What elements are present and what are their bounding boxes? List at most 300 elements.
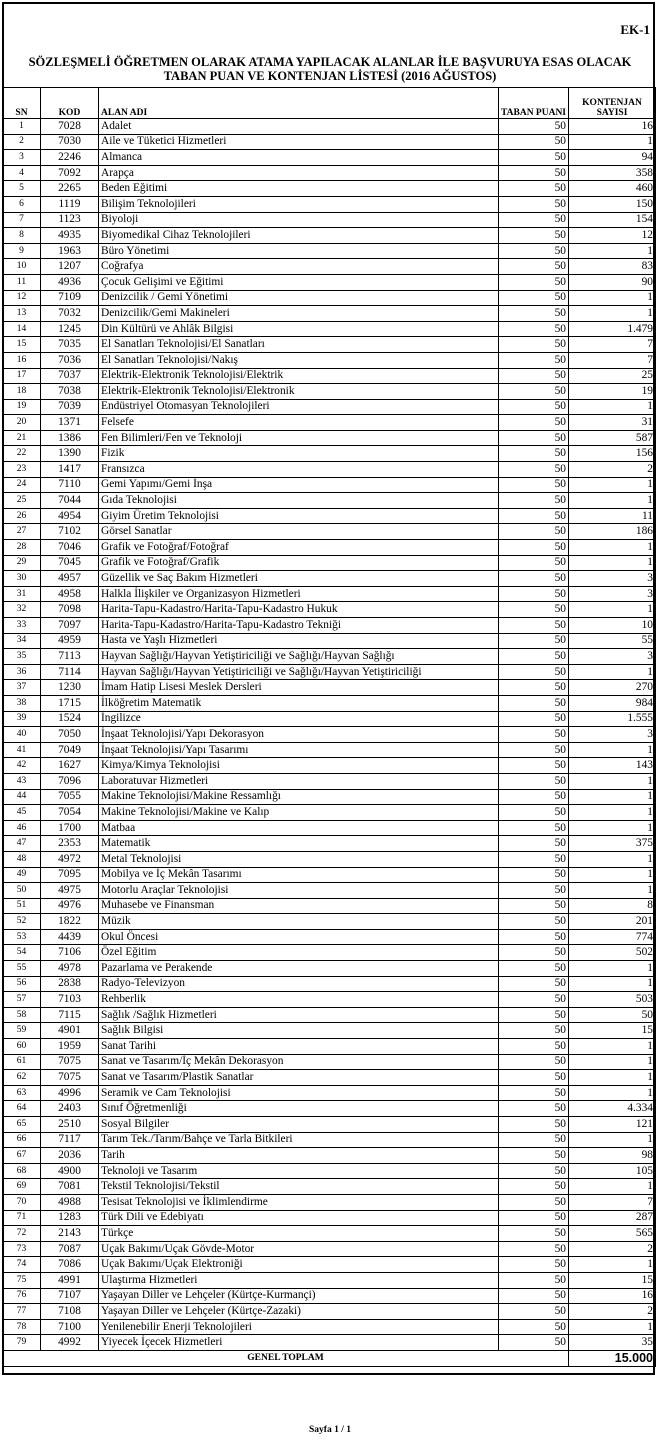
row-alan: Türkçe bbox=[99, 1226, 499, 1242]
row-kontenjan: 565 bbox=[569, 1226, 656, 1242]
row-kontenjan: 1 bbox=[569, 290, 656, 306]
row-taban: 50 bbox=[499, 321, 569, 337]
row-sn: 76 bbox=[3, 1288, 41, 1304]
row-taban: 50 bbox=[499, 134, 569, 150]
table-row bbox=[3, 1288, 656, 1304]
row-sn: 47 bbox=[3, 836, 41, 852]
row-kontenjan: 201 bbox=[569, 914, 656, 930]
row-kod: 4975 bbox=[41, 883, 99, 899]
header-taban: TABAN PUANI bbox=[499, 88, 569, 119]
row-taban: 50 bbox=[499, 1085, 569, 1101]
row-kontenjan: 587 bbox=[569, 430, 656, 446]
row-kontenjan: 2 bbox=[569, 1241, 656, 1257]
row-kod: 1386 bbox=[41, 430, 99, 446]
row-kontenjan: 3 bbox=[569, 727, 656, 743]
row-sn: 27 bbox=[3, 524, 41, 540]
row-taban: 50 bbox=[499, 540, 569, 556]
row-sn: 41 bbox=[3, 742, 41, 758]
row-sn: 51 bbox=[3, 898, 41, 914]
row-kod: 1700 bbox=[41, 820, 99, 836]
row-kod: 7075 bbox=[41, 1070, 99, 1086]
row-taban: 50 bbox=[499, 898, 569, 914]
row-alan: Makine Teknolojisi/Makine Ressamlığı bbox=[99, 789, 499, 805]
row-alan: İnşaat Teknolojisi/Yapı Tasarımı bbox=[99, 742, 499, 758]
row-taban: 50 bbox=[499, 1241, 569, 1257]
row-kod: 4976 bbox=[41, 898, 99, 914]
row-taban: 50 bbox=[499, 165, 569, 181]
row-taban: 50 bbox=[499, 306, 569, 322]
row-sn: 79 bbox=[3, 1335, 41, 1351]
table-row bbox=[3, 1210, 656, 1226]
row-alan: Fransızca bbox=[99, 462, 499, 478]
row-taban: 50 bbox=[499, 462, 569, 478]
row-alan: İmam Hatip Lisesi Meslek Dersleri bbox=[99, 680, 499, 696]
row-kod: 7103 bbox=[41, 992, 99, 1008]
row-kontenjan: 2 bbox=[569, 1304, 656, 1320]
row-sn: 11 bbox=[3, 274, 41, 290]
row-kod: 7030 bbox=[41, 134, 99, 150]
row-kontenjan: 35 bbox=[569, 1335, 656, 1351]
row-sn: 42 bbox=[3, 758, 41, 774]
row-sn: 66 bbox=[3, 1132, 41, 1148]
table-row bbox=[3, 1304, 656, 1320]
row-alan: El Sanatları Teknolojisi/El Sanatları bbox=[99, 337, 499, 353]
row-taban: 50 bbox=[499, 337, 569, 353]
row-alan: Denizcilik / Gemi Yönetimi bbox=[99, 290, 499, 306]
row-sn: 24 bbox=[3, 477, 41, 493]
table-row bbox=[3, 1163, 656, 1179]
row-alan: Felsefe bbox=[99, 415, 499, 431]
row-kod: 7109 bbox=[41, 290, 99, 306]
header-kod: KOD bbox=[41, 88, 99, 119]
table-row bbox=[3, 851, 656, 867]
row-sn: 63 bbox=[3, 1085, 41, 1101]
row-kontenjan: 270 bbox=[569, 680, 656, 696]
header-kontenjan: KONTENJAN SAYISI bbox=[569, 88, 656, 119]
table-row bbox=[3, 259, 656, 275]
row-sn: 49 bbox=[3, 867, 41, 883]
header-alan: ALAN ADI bbox=[99, 88, 499, 119]
row-kontenjan: 1 bbox=[569, 493, 656, 509]
row-sn: 54 bbox=[3, 945, 41, 961]
row-alan: Sağlık /Sağlık Hizmetleri bbox=[99, 1007, 499, 1023]
row-kod: 4958 bbox=[41, 586, 99, 602]
table-row bbox=[3, 1054, 656, 1070]
row-alan: Sınıf Öğretmenliği bbox=[99, 1101, 499, 1117]
row-sn: 35 bbox=[3, 649, 41, 665]
row-taban: 50 bbox=[499, 1335, 569, 1351]
row-taban: 50 bbox=[499, 820, 569, 836]
row-alan: Sanat ve Tasarım/Plastik Sanatlar bbox=[99, 1070, 499, 1086]
row-kod: 7098 bbox=[41, 602, 99, 618]
table-row bbox=[3, 555, 656, 571]
row-alan: Sağlık Bilgisi bbox=[99, 1023, 499, 1039]
row-kontenjan: 3 bbox=[569, 586, 656, 602]
row-kod: 4992 bbox=[41, 1335, 99, 1351]
page-number: Sayfa 1 / 1 bbox=[309, 1425, 351, 1435]
row-kod: 7100 bbox=[41, 1319, 99, 1335]
row-alan: Özel Eğitim bbox=[99, 945, 499, 961]
annex-label: EK-1 bbox=[620, 22, 650, 37]
table-row bbox=[3, 773, 656, 789]
row-kontenjan: 1 bbox=[569, 1085, 656, 1101]
row-taban: 50 bbox=[499, 992, 569, 1008]
row-alan: Fizik bbox=[99, 446, 499, 462]
row-alan: Motorlu Araçlar Teknolojisi bbox=[99, 883, 499, 899]
row-sn: 64 bbox=[3, 1101, 41, 1117]
table-row bbox=[3, 633, 656, 649]
row-sn: 12 bbox=[3, 290, 41, 306]
row-alan: Endüstriyel Otomasyan Teknolojileri bbox=[99, 399, 499, 415]
table-row bbox=[3, 680, 656, 696]
row-alan: Müzik bbox=[99, 914, 499, 930]
table-row bbox=[3, 1101, 656, 1117]
row-kontenjan: 15 bbox=[569, 1272, 656, 1288]
row-sn: 48 bbox=[3, 851, 41, 867]
row-kontenjan: 1 bbox=[569, 805, 656, 821]
row-sn: 32 bbox=[3, 602, 41, 618]
row-alan: Gemi Yapımı/Gemi İnşa bbox=[99, 477, 499, 493]
row-kontenjan: 1 bbox=[569, 1257, 656, 1273]
row-kod: 2143 bbox=[41, 1226, 99, 1242]
row-sn: 40 bbox=[3, 727, 41, 743]
row-alan: Kimya/Kimya Teknolojisi bbox=[99, 758, 499, 774]
row-kod: 1371 bbox=[41, 415, 99, 431]
row-alan: Büro Yönetimi bbox=[99, 243, 499, 259]
row-kod: 7037 bbox=[41, 368, 99, 384]
row-alan: Uçak Bakımı/Uçak Gövde-Motor bbox=[99, 1241, 499, 1257]
table-row bbox=[3, 602, 656, 618]
table-row bbox=[3, 228, 656, 244]
row-alan: Harita-Tapu-Kadastro/Harita-Tapu-Kadastro Hukuk bbox=[99, 602, 499, 618]
row-taban: 50 bbox=[499, 851, 569, 867]
row-kontenjan: 10 bbox=[569, 618, 656, 634]
row-taban: 50 bbox=[499, 1179, 569, 1195]
table-row bbox=[3, 119, 656, 135]
row-kontenjan: 1 bbox=[569, 820, 656, 836]
row-taban: 50 bbox=[499, 571, 569, 587]
row-sn: 37 bbox=[3, 680, 41, 696]
table-row bbox=[3, 945, 656, 961]
row-kod: 2353 bbox=[41, 836, 99, 852]
row-taban: 50 bbox=[499, 493, 569, 509]
table-row bbox=[3, 836, 656, 852]
row-alan: Tekstil Teknolojisi/Tekstil bbox=[99, 1179, 499, 1195]
row-alan: Makine Teknolojisi/Makine ve Kalıp bbox=[99, 805, 499, 821]
row-kod: 7028 bbox=[41, 119, 99, 135]
row-taban: 50 bbox=[499, 555, 569, 571]
total-label: GENEL TOPLAM bbox=[3, 1350, 569, 1366]
quota-table bbox=[2, 87, 656, 1367]
row-sn: 25 bbox=[3, 493, 41, 509]
row-sn: 7 bbox=[3, 212, 41, 228]
row-kod: 1417 bbox=[41, 462, 99, 478]
table-row bbox=[3, 1132, 656, 1148]
row-sn: 14 bbox=[3, 321, 41, 337]
row-taban: 50 bbox=[499, 1288, 569, 1304]
table-row bbox=[3, 992, 656, 1008]
row-sn: 53 bbox=[3, 929, 41, 945]
row-alan: Biyomedikal Cihaz Teknolojileri bbox=[99, 228, 499, 244]
row-alan: Hayvan Sağlığı/Hayvan Yetiştiriciliği ve Sağlığı/Hayvan Sağlığı bbox=[99, 649, 499, 665]
row-kod: 4900 bbox=[41, 1163, 99, 1179]
table-row bbox=[3, 805, 656, 821]
row-alan: Muhasebe ve Finansman bbox=[99, 898, 499, 914]
row-sn: 62 bbox=[3, 1070, 41, 1086]
row-sn: 74 bbox=[3, 1257, 41, 1273]
row-kod: 7046 bbox=[41, 540, 99, 556]
row-taban: 50 bbox=[499, 664, 569, 680]
row-kontenjan: 984 bbox=[569, 695, 656, 711]
row-sn: 2 bbox=[3, 134, 41, 150]
row-sn: 8 bbox=[3, 228, 41, 244]
table-row bbox=[3, 1117, 656, 1133]
row-kontenjan: 154 bbox=[569, 212, 656, 228]
table-row bbox=[3, 976, 656, 992]
row-taban: 50 bbox=[499, 430, 569, 446]
row-sn: 18 bbox=[3, 384, 41, 400]
row-alan: İnşaat Teknolojisi/Yapı Dekorasyon bbox=[99, 727, 499, 743]
row-alan: Sanat Tarihi bbox=[99, 1039, 499, 1055]
row-kontenjan: 375 bbox=[569, 836, 656, 852]
row-taban: 50 bbox=[499, 883, 569, 899]
row-taban: 50 bbox=[499, 805, 569, 821]
row-alan: Elektrik-Elektronik Teknolojisi/Elektrik bbox=[99, 368, 499, 384]
table-row bbox=[3, 711, 656, 727]
row-taban: 50 bbox=[499, 867, 569, 883]
row-sn: 72 bbox=[3, 1226, 41, 1242]
row-kontenjan: 1 bbox=[569, 789, 656, 805]
row-kontenjan: 287 bbox=[569, 1210, 656, 1226]
row-sn: 4 bbox=[3, 165, 41, 181]
row-taban: 50 bbox=[499, 384, 569, 400]
row-kod: 7108 bbox=[41, 1304, 99, 1320]
row-alan: Matbaa bbox=[99, 820, 499, 836]
row-taban: 50 bbox=[499, 1257, 569, 1273]
row-taban: 50 bbox=[499, 368, 569, 384]
row-taban: 50 bbox=[499, 1132, 569, 1148]
row-kod: 4901 bbox=[41, 1023, 99, 1039]
row-sn: 36 bbox=[3, 664, 41, 680]
row-kontenjan: 121 bbox=[569, 1117, 656, 1133]
row-kod: 4988 bbox=[41, 1194, 99, 1210]
row-kod: 4936 bbox=[41, 274, 99, 290]
row-kod: 1390 bbox=[41, 446, 99, 462]
row-sn: 68 bbox=[3, 1163, 41, 1179]
row-sn: 75 bbox=[3, 1272, 41, 1288]
row-kod: 1822 bbox=[41, 914, 99, 930]
row-kontenjan: 105 bbox=[569, 1163, 656, 1179]
row-taban: 50 bbox=[499, 181, 569, 197]
table-row bbox=[3, 1241, 656, 1257]
row-kod: 7045 bbox=[41, 555, 99, 571]
title-line-1: SÖZLEŞMELİ ÖĞRETMEN OLARAK ATAMA YAPILACAK ALANLAR İLE BAŞVURUYA ESAS OLACAK bbox=[28, 55, 632, 69]
row-kontenjan: 1 bbox=[569, 540, 656, 556]
row-taban: 50 bbox=[499, 1007, 569, 1023]
table-row bbox=[3, 961, 656, 977]
row-alan: Radyo-Televizyon bbox=[99, 976, 499, 992]
table-row bbox=[3, 368, 656, 384]
row-kontenjan: 11 bbox=[569, 508, 656, 524]
row-alan: Coğrafya bbox=[99, 259, 499, 275]
table-row bbox=[3, 571, 656, 587]
row-kontenjan: 31 bbox=[569, 415, 656, 431]
row-taban: 50 bbox=[499, 1117, 569, 1133]
row-alan: Elektrik-Elektronik Teknolojisi/Elektronik bbox=[99, 384, 499, 400]
row-alan: Hayvan Sağlığı/Hayvan Yetiştiriciliği ve Sağlığı/Hayvan Yetiştiriciliği bbox=[99, 664, 499, 680]
row-kontenjan: 1 bbox=[569, 1179, 656, 1195]
row-taban: 50 bbox=[499, 773, 569, 789]
row-taban: 50 bbox=[499, 1226, 569, 1242]
table-row bbox=[3, 1039, 656, 1055]
row-sn: 22 bbox=[3, 446, 41, 462]
row-alan: Yaşayan Diller ve Lehçeler (Kürtçe-Kurmançi) bbox=[99, 1288, 499, 1304]
row-kontenjan: 1 bbox=[569, 1319, 656, 1335]
row-sn: 67 bbox=[3, 1148, 41, 1164]
row-kontenjan: 7 bbox=[569, 352, 656, 368]
row-kontenjan: 7 bbox=[569, 1194, 656, 1210]
row-alan: Çocuk Gelişimi ve Eğitimi bbox=[99, 274, 499, 290]
table-row bbox=[3, 789, 656, 805]
row-taban: 50 bbox=[499, 711, 569, 727]
row-taban: 50 bbox=[499, 524, 569, 540]
row-alan: Biyoloji bbox=[99, 212, 499, 228]
table-row bbox=[3, 1335, 656, 1351]
row-sn: 16 bbox=[3, 352, 41, 368]
row-kontenjan: 1 bbox=[569, 243, 656, 259]
row-alan: Grafik ve Fotoğraf/Grafik bbox=[99, 555, 499, 571]
row-kod: 7035 bbox=[41, 337, 99, 353]
row-alan: Mobilya ve İç Mekân Tasarımı bbox=[99, 867, 499, 883]
table-row bbox=[3, 914, 656, 930]
row-kontenjan: 358 bbox=[569, 165, 656, 181]
row-taban: 50 bbox=[499, 1163, 569, 1179]
table-row bbox=[3, 649, 656, 665]
row-taban: 50 bbox=[499, 508, 569, 524]
row-alan: Görsel Sanatlar bbox=[99, 524, 499, 540]
row-taban: 50 bbox=[499, 352, 569, 368]
row-kod: 7038 bbox=[41, 384, 99, 400]
table-row bbox=[3, 477, 656, 493]
row-sn: 77 bbox=[3, 1304, 41, 1320]
row-kontenjan: 50 bbox=[569, 1007, 656, 1023]
row-taban: 50 bbox=[499, 446, 569, 462]
table-row bbox=[3, 742, 656, 758]
row-taban: 50 bbox=[499, 1304, 569, 1320]
row-kontenjan: 94 bbox=[569, 150, 656, 166]
row-alan: Bilişim Teknolojileri bbox=[99, 196, 499, 212]
row-kod: 7049 bbox=[41, 742, 99, 758]
table-row bbox=[3, 415, 656, 431]
row-kontenjan: 1 bbox=[569, 477, 656, 493]
row-taban: 50 bbox=[499, 945, 569, 961]
table-row bbox=[3, 820, 656, 836]
row-kontenjan: 1 bbox=[569, 555, 656, 571]
row-kontenjan: 16 bbox=[569, 119, 656, 135]
table-body bbox=[3, 119, 656, 1351]
row-taban: 50 bbox=[499, 758, 569, 774]
row-kontenjan: 25 bbox=[569, 368, 656, 384]
row-taban: 50 bbox=[499, 1023, 569, 1039]
table-row bbox=[3, 1023, 656, 1039]
row-kontenjan: 3 bbox=[569, 571, 656, 587]
row-alan: Tarım Tek./Tarım/Bahçe ve Tarla Bitkileri bbox=[99, 1132, 499, 1148]
table-row bbox=[3, 1194, 656, 1210]
row-kod: 1627 bbox=[41, 758, 99, 774]
row-kod: 7054 bbox=[41, 805, 99, 821]
table-row bbox=[3, 1272, 656, 1288]
row-kod: 7107 bbox=[41, 1288, 99, 1304]
row-kod: 7086 bbox=[41, 1257, 99, 1273]
row-alan: Din Kültürü ve Ahlâk Bilgisi bbox=[99, 321, 499, 337]
document-title bbox=[0, 55, 660, 83]
row-kontenjan: 8 bbox=[569, 898, 656, 914]
row-alan: Adalet bbox=[99, 119, 499, 135]
row-kontenjan: 1 bbox=[569, 742, 656, 758]
row-kod: 1245 bbox=[41, 321, 99, 337]
row-sn: 45 bbox=[3, 805, 41, 821]
row-sn: 15 bbox=[3, 337, 41, 353]
row-alan: Yenilenebilir Enerji Teknolojileri bbox=[99, 1319, 499, 1335]
row-alan: Ulaştırma Hizmetleri bbox=[99, 1272, 499, 1288]
table-row bbox=[3, 695, 656, 711]
row-taban: 50 bbox=[499, 742, 569, 758]
row-kontenjan: 1 bbox=[569, 867, 656, 883]
row-sn: 30 bbox=[3, 571, 41, 587]
table-row bbox=[3, 306, 656, 322]
row-taban: 50 bbox=[499, 649, 569, 665]
row-alan: Harita-Tapu-Kadastro/Harita-Tapu-Kadastro Tekniği bbox=[99, 618, 499, 634]
row-kod: 7097 bbox=[41, 618, 99, 634]
row-kod: 7039 bbox=[41, 399, 99, 415]
row-kontenjan: 1 bbox=[569, 976, 656, 992]
table-header-row bbox=[3, 88, 656, 119]
row-taban: 50 bbox=[499, 836, 569, 852]
table-row bbox=[3, 352, 656, 368]
row-kod: 7102 bbox=[41, 524, 99, 540]
row-sn: 6 bbox=[3, 196, 41, 212]
row-alan: Giyim Üretim Teknolojisi bbox=[99, 508, 499, 524]
row-alan: Beden Eğitimi bbox=[99, 181, 499, 197]
row-taban: 50 bbox=[499, 789, 569, 805]
row-alan: Seramik ve Cam Teknolojisi bbox=[99, 1085, 499, 1101]
row-kontenjan: 143 bbox=[569, 758, 656, 774]
header-sn: SN bbox=[3, 88, 41, 119]
row-sn: 34 bbox=[3, 633, 41, 649]
row-alan: Pazarlama ve Perakende bbox=[99, 961, 499, 977]
row-taban: 50 bbox=[499, 1210, 569, 1226]
row-kontenjan: 503 bbox=[569, 992, 656, 1008]
row-alan: Rehberlik bbox=[99, 992, 499, 1008]
row-sn: 61 bbox=[3, 1054, 41, 1070]
row-kontenjan: 3 bbox=[569, 649, 656, 665]
table-row bbox=[3, 1226, 656, 1242]
row-taban: 50 bbox=[499, 914, 569, 930]
table-row bbox=[3, 586, 656, 602]
table-row bbox=[3, 430, 656, 446]
row-sn: 71 bbox=[3, 1210, 41, 1226]
row-alan: Metal Teknolojisi bbox=[99, 851, 499, 867]
row-kod: 1959 bbox=[41, 1039, 99, 1055]
table-row bbox=[3, 134, 656, 150]
row-alan: Türk Dili ve Edebiyatı bbox=[99, 1210, 499, 1226]
row-kod: 7110 bbox=[41, 477, 99, 493]
row-kod: 7106 bbox=[41, 945, 99, 961]
row-sn: 44 bbox=[3, 789, 41, 805]
row-kontenjan: 1.555 bbox=[569, 711, 656, 727]
row-taban: 50 bbox=[499, 228, 569, 244]
row-kontenjan: 7 bbox=[569, 337, 656, 353]
